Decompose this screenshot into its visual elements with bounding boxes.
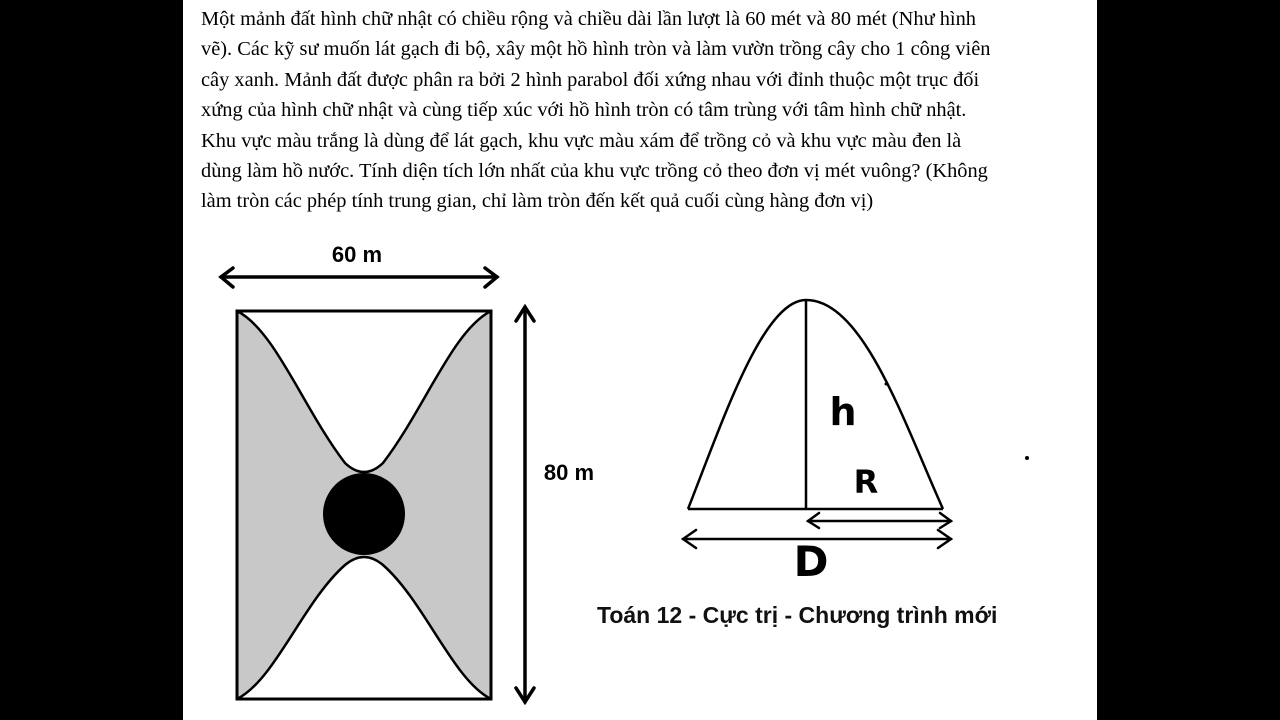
length-arrow <box>516 307 534 702</box>
stray-dot <box>885 383 888 386</box>
problem-line: dùng làm hồ nước. Tính diện tích lớn nhất của khu vực trồng cỏ theo đơn vị mét vuông? (Không <box>201 160 988 183</box>
r-arrow <box>808 513 951 528</box>
d-label: D <box>793 537 829 586</box>
stray-dot <box>1025 456 1029 460</box>
length-label: 80 m <box>543 460 595 485</box>
width-arrow <box>221 268 497 287</box>
problem-line: vẽ). Các kỹ sư muốn lát gạch đi bộ, xây một hồ hình tròn và làm vườn trồng cây cho 1 công viên <box>201 38 991 61</box>
pond-circle <box>323 473 405 555</box>
r-label: R <box>853 463 879 501</box>
h-label: h <box>829 390 857 434</box>
problem-line: Khu vực màu trắng là dùng để lát gạch, khu vực màu xám để trồng cỏ và khu vực màu đen là <box>201 129 962 152</box>
parabola-sketch <box>688 300 943 509</box>
problem-line: cây xanh. Mảnh đất được phân ra bởi 2 hình parabol đối xứng nhau với đỉnh thuộc một trục đối <box>201 68 980 91</box>
footer-caption: Toán 12 - Cực trị - Chương trình mới <box>597 602 998 628</box>
width-label: 60 m <box>331 242 383 267</box>
problem-line: làm tròn các phép tính trung gian, chỉ làm tròn đến kết quả cuối cùng hàng đơn vị) <box>201 190 874 213</box>
document-page <box>183 0 1097 720</box>
problem-line: Một mảnh đất hình chữ nhật có chiều rộng và chiều dài lần lượt là 60 mét và 80 mét (Như hình <box>201 8 976 30</box>
problem-line: xứng của hình chữ nhật và cùng tiếp xúc với hồ hình tròn có tâm trùng với tâm hình chữ nhật. <box>201 99 967 122</box>
